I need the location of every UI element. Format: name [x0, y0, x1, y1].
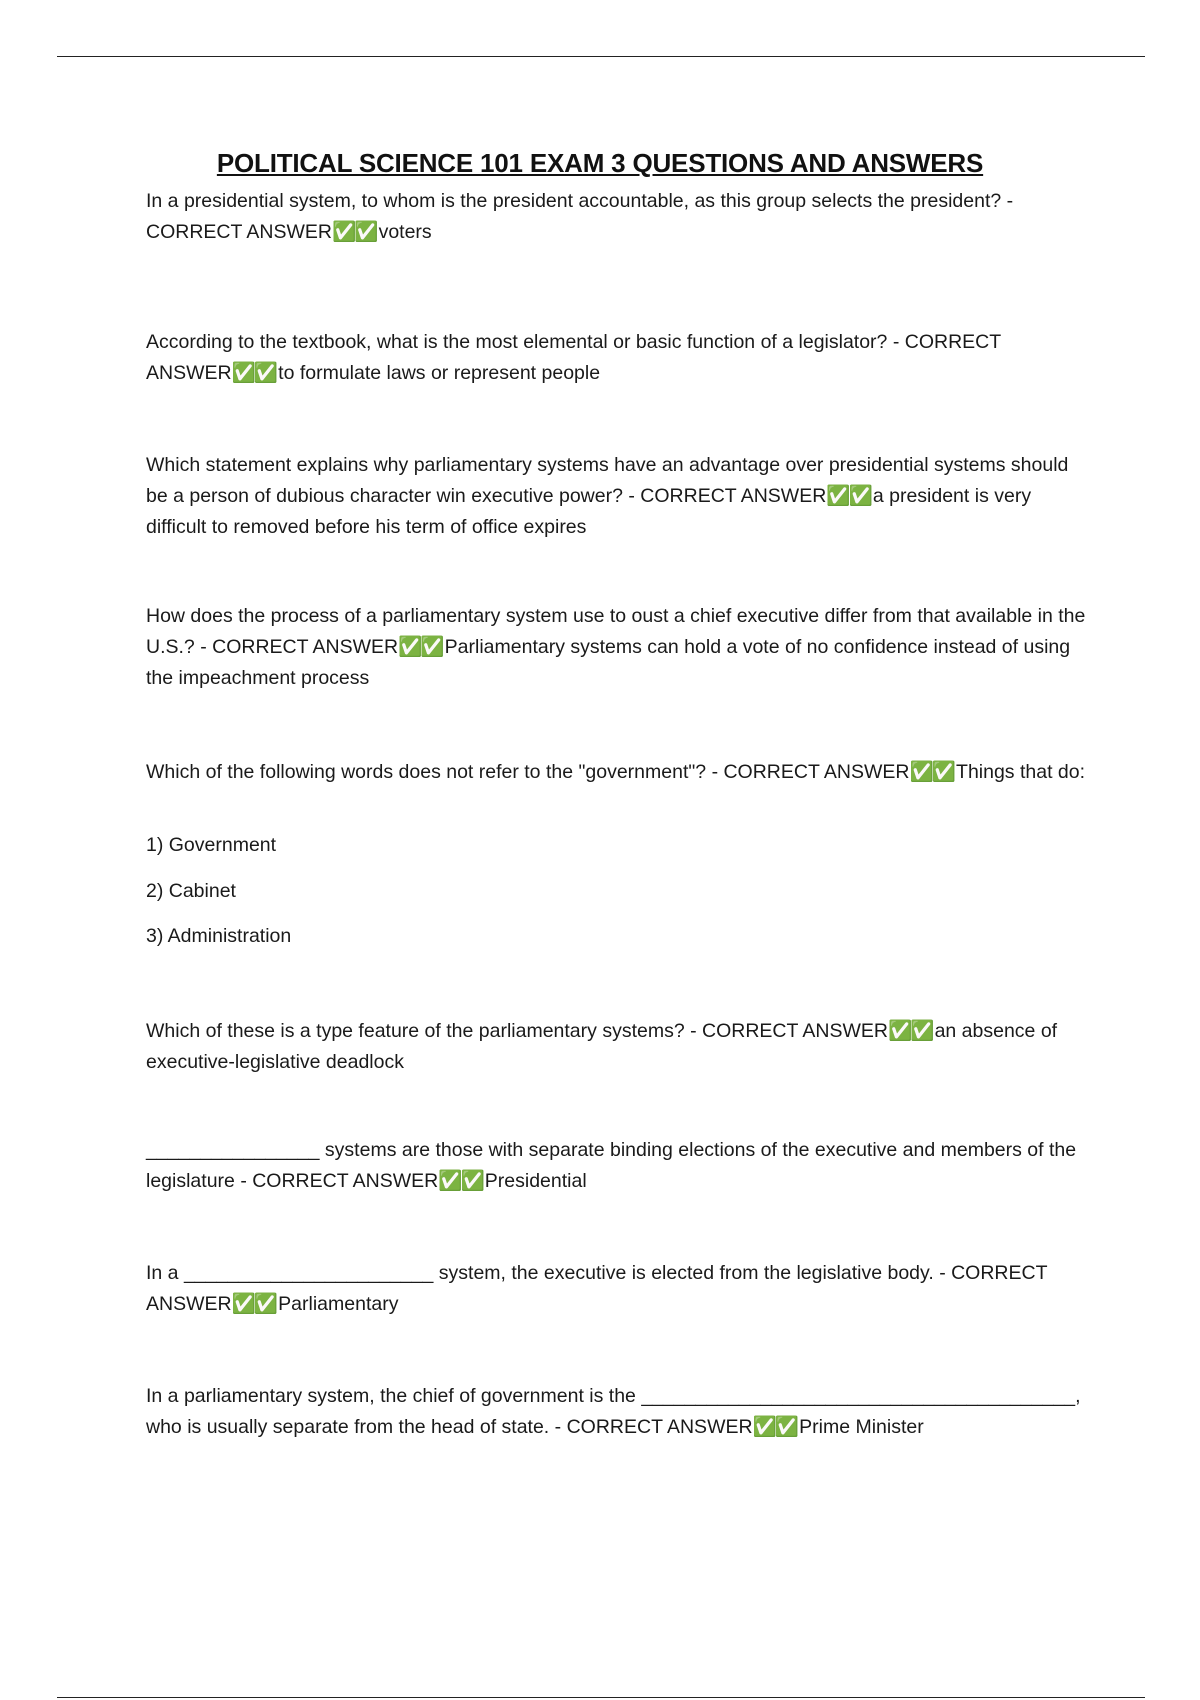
answer-marker: - CORRECT ANSWER	[146, 1262, 1048, 1315]
answer-marker: - CORRECT ANSWER	[690, 1020, 888, 1042]
answer-text: Parliamentary systems can hold a vote of no confidence instead of using the impeachment process	[146, 636, 1076, 689]
double-check-icon: ✅✅	[231, 362, 277, 384]
double-check-icon: ✅✅	[826, 485, 871, 507]
question-text: In a presidential system, to whom is the president accountable, as this group selects the president?	[146, 190, 1002, 212]
qa-item	[146, 1381, 1086, 1443]
double-check-icon: ✅✅	[332, 221, 377, 243]
header-rule	[57, 56, 1145, 57]
double-check-icon: ✅✅	[398, 636, 443, 658]
list-item: 1) Government	[146, 834, 277, 856]
double-check-icon: ✅✅	[909, 761, 955, 783]
list-item: 2) Cabinet	[146, 880, 236, 902]
answer-text: Things that do:	[956, 761, 1086, 783]
question-text: According to the textbook, what is the most elemental or basic function of a legislator?	[146, 331, 888, 353]
answer-text: a president is very difficult to removed before his term of office expires	[146, 485, 1037, 538]
question-text: Which of these is a type feature of the parliamentary systems?	[146, 1020, 685, 1042]
qa-item	[146, 186, 1086, 248]
question-text: How does the process of a parliamentary system use to oust a chief executive differ from that available in the U.S.?	[146, 605, 1086, 658]
answer-text: an absence of executive-legislative deadlock	[146, 1020, 1063, 1073]
qa-item	[146, 757, 1086, 788]
answer-marker: - CORRECT ANSWER	[200, 636, 399, 658]
answer-text: to formulate laws or represent people	[278, 362, 601, 384]
answer-marker: - CORRECT ANSWER	[711, 761, 910, 783]
double-check-icon: ✅✅	[438, 1170, 483, 1192]
double-check-icon: ✅✅	[888, 1020, 933, 1042]
question-text: Which statement explains why parliamentary systems have an advantage over presidential systems should be a person of dubious character win executive power?	[146, 454, 1069, 507]
qa-item	[146, 1258, 1086, 1320]
qa-item	[146, 327, 1086, 389]
list-item: 3) Administration	[146, 925, 292, 947]
answer-text: Prime Minister	[799, 1416, 924, 1438]
qa-item	[146, 1016, 1086, 1078]
answer-marker: - CORRECT ANSWER	[146, 331, 1001, 384]
double-check-icon: ✅✅	[752, 1416, 798, 1438]
answer-marker: - CORRECT ANSWER	[240, 1170, 439, 1192]
document-title: POLITICAL SCIENCE 101 EXAM 3 QUESTIONS AND ANSWERS	[216, 148, 984, 178]
question-text: In a _______________________ system, the executive is elected from the legislative body.	[146, 1262, 934, 1284]
answer-text: voters	[378, 221, 432, 243]
answer-marker: - CORRECT ANSWER	[628, 485, 827, 507]
answer-text: Parliamentary	[278, 1293, 399, 1315]
question-text: ________________ systems are those with separate binding elections of the executive and members of the legislature	[146, 1139, 1077, 1192]
question-text: Which of the following words does not refer to the "government"?	[146, 761, 707, 783]
answer-marker: - CORRECT ANSWER	[146, 190, 1014, 243]
double-check-icon: ✅✅	[231, 1293, 277, 1315]
qa-item	[146, 601, 1086, 694]
qa-item	[146, 1135, 1086, 1197]
footer-rule	[57, 1697, 1145, 1698]
qa-item	[146, 450, 1086, 543]
answer-marker: - CORRECT ANSWER	[554, 1416, 753, 1438]
answer-text: Presidential	[484, 1170, 587, 1192]
question-text: In a parliamentary system, the chief of government is the ________________________________________, who is usually separate from the head of state.	[146, 1385, 1081, 1438]
